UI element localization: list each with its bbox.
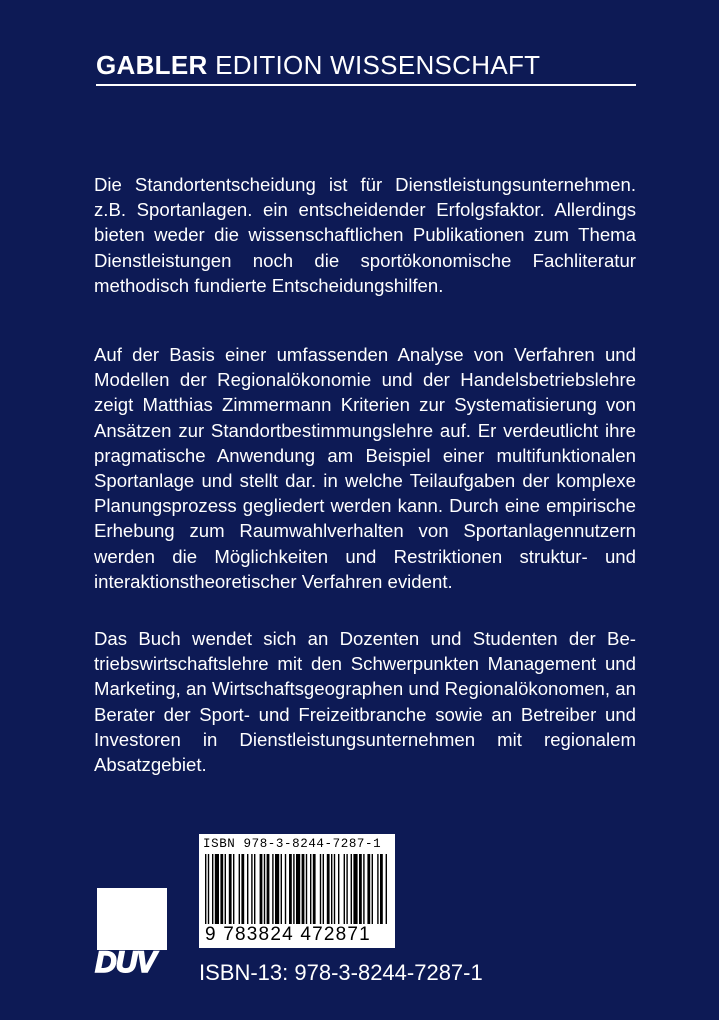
barcode-bar [296,854,300,924]
barcode-bar [359,854,362,924]
barcode-bar [267,854,270,924]
barcode-bar [377,854,378,924]
barcode-bar [346,854,347,924]
series-name: EDITION WISSENSCHAFT [215,50,541,80]
barcode-bar [367,854,370,924]
barcode-bar [241,854,244,924]
barcode-bars [205,854,389,924]
barcode-bar [306,854,307,924]
barcode-bar [289,854,292,924]
barcode-bar [372,854,373,924]
isbn-13: ISBN-13: 978-3-8244-7287-1 [199,960,483,985]
barcode-bar [320,854,321,924]
barcode-bar [285,854,286,924]
barcode-digits: 9 783824 472871 [205,924,371,945]
publisher-logo-block [97,888,167,950]
barcode-bar [327,854,330,924]
publisher-logo [95,888,169,984]
barcode-bar [351,854,352,924]
blurb-paragraph-3: Das Buch wendet sich an Dozenten und Studenten der Betriebswirtschaftslehre mit den Schwerpunkten Management und Marketing, an Wirtschaftsgeographen und Regionalökonomen, an Berater der Sport- und Freizeitbranche sowie an Betreiber und Investoren in Dienstleistungsunternehmen mit regionalem Absatzgebiet. [94,628,636,776]
barcode-bar [247,854,248,924]
barcode-bar [293,854,294,924]
barcode-bar [208,854,209,924]
barcode-bar [302,854,305,924]
barcode-bar [386,854,387,924]
blurb-paragraph-2: Auf der Basis einer umfassenden Analyse von Verfahren und Modellen der Regionalökonomie und der Handelsbetriebslehre zeigt Matthias Zimmermann Kriterien zur Systematisierung von Ansätzen zur Standortbestimmungslehre auf. Er verdeutlicht ihre pragmatische Anwendung am Beispiel einer multifunktionalen Sportanlage und stellt dar. in welche Teilaufgaben der komplexe Planungsprozess gegliedert werden kann. Durch eine empirische Erhebung zum Raumwahlverhalten von Sportanlagennutzern werden die Möglichkeiten und Restriktionen struktur- und interaktionstheoretischer Verfahren evident. [94,344,636,592]
barcode [199,834,395,948]
barcode-bar [275,854,279,924]
barcode-bar [338,854,339,924]
publisher-logo-text: DUV [95,946,156,979]
series-brand: GABLER [96,50,208,80]
barcode-bar [281,854,282,924]
barcode-bar [310,854,311,924]
barcode-bar [251,854,252,924]
barcode-bar [363,854,364,924]
blurb-paragraph-1: Die Standortentscheidung ist für Dienstleistungsunternehmen. z.B. Sportanlagen. ein entscheidender Erfolgsfaktor. Allerdings bieten weder die wissenschaftlichen Publikationen zum Thema Dienstleistungen noch die sportökonomische Fachliteratur methodisch fundierte Entscheidungshilfen. [94,174,636,296]
series-title [96,50,540,81]
barcode-bar [212,854,213,924]
barcode-bar [272,854,273,924]
barcode-bar [215,854,219,924]
barcode-bar [205,854,206,924]
barcode-bar [260,854,263,924]
barcode-bar [334,854,335,924]
barcode-bar [380,854,383,924]
barcode-bar [233,854,234,924]
barcode-bar [344,854,345,924]
barcode-bar [353,854,357,924]
barcode-bar [331,854,332,924]
barcode-bar [254,854,255,924]
barcode-bar [313,854,316,924]
series-divider [96,84,636,86]
barcode-bar [264,854,265,924]
barcode-bar [220,854,223,924]
barcode-isbn-label: ISBN 978-3-8244-7287-1 [203,837,382,851]
barcode-bar [323,854,324,924]
barcode-bar [225,854,226,924]
barcode-bar [239,854,240,924]
barcode-bar [229,854,232,924]
